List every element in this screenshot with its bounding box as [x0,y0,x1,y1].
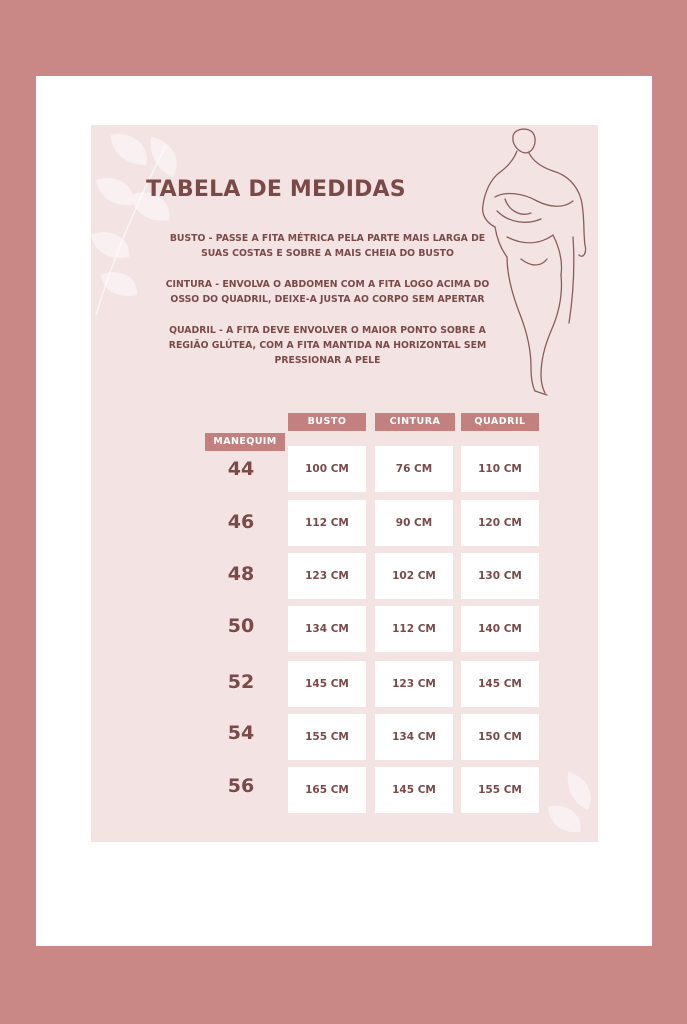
size-label: 44 [227,458,255,480]
cell-quadril: 145 CM [461,661,539,707]
cell-cintura: 123 CM [375,661,453,707]
size-label: 50 [227,615,255,637]
instruction-quadril [155,323,500,368]
page-title: TABELA DE MEDIDAS [146,177,406,202]
leaf-corner-icon [538,762,598,842]
column-header-cintura: CINTURA [375,413,455,431]
instruction-cintura [155,277,500,307]
cell-busto: 123 CM [288,553,366,599]
cell-quadril: 150 CM [461,714,539,760]
size-chart-card [91,125,598,842]
size-label: 52 [227,671,255,693]
instruction-line: QUADRIL - A FITA DEVE ENVOLVER O MAIOR PONTO SOBRE A [169,325,486,336]
cell-quadril: 155 CM [461,767,539,813]
size-column-header: MANEQUIM [205,433,285,451]
instruction-line: PRESSIONAR A PELE [274,355,381,366]
cell-cintura: 134 CM [375,714,453,760]
cell-cintura: 76 CM [375,446,453,492]
cell-busto: 112 CM [288,500,366,546]
cell-quadril: 120 CM [461,500,539,546]
cell-busto: 134 CM [288,606,366,652]
cell-busto: 145 CM [288,661,366,707]
cell-quadril: 140 CM [461,606,539,652]
instruction-busto [155,231,500,261]
instruction-line: BUSTO - PASSE A FITA MÉTRICA PELA PARTE MAIS LARGA DE [169,233,486,244]
size-label: 46 [227,511,255,533]
cell-quadril: 130 CM [461,553,539,599]
size-label: 56 [227,775,255,797]
cell-cintura: 90 CM [375,500,453,546]
size-label: 54 [227,722,255,744]
cell-busto: 165 CM [288,767,366,813]
instruction-line: REGIÃO GLÚTEA, COM A FITA MANTIDA NA HORIZONTAL SEM [168,340,487,351]
cell-quadril: 110 CM [461,446,539,492]
cell-cintura: 102 CM [375,553,453,599]
instruction-line: OSSO DO QUADRIL, DEIXE-A JUSTA AO CORPO SEM APERTAR [170,294,485,305]
column-header-busto: BUSTO [288,413,366,431]
size-label: 48 [227,563,255,585]
cell-cintura: 112 CM [375,606,453,652]
instruction-line: CINTURA - ENVOLVA O ABDOMEN COM A FITA LOGO ACIMA DO [165,279,490,290]
cell-busto: 100 CM [288,446,366,492]
column-header-quadril: QUADRIL [461,413,539,431]
cell-busto: 155 CM [288,714,366,760]
instruction-line: SUAS COSTAS E SOBRE A MAIS CHEIA DO BUSTO [201,248,454,259]
cell-cintura: 145 CM [375,767,453,813]
